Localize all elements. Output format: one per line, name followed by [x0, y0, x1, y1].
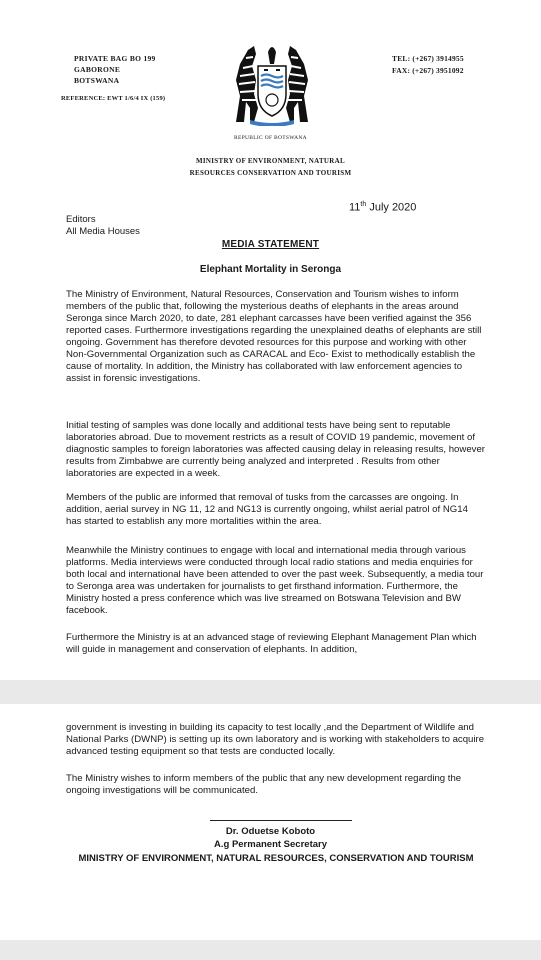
postal-address — [74, 53, 156, 86]
document-heading: MEDIA STATEMENT — [221, 239, 320, 250]
signatory-name: Dr. Oduetse Koboto — [225, 826, 316, 837]
body-paragraph: Meanwhile the Ministry continues to engage with local and international media through various platforms. Media interviews were conducted through local radio stations and media enquiries for both local and international have been attended to over the past week. Subsequently, a media tour to Seronga area was undertaken for journalists to get firsthand information. Furthermore, the Ministry hosted a press conference which was live streamed on Botswana Television and BW facebook. — [66, 545, 484, 616]
body-paragraph: The Ministry wishes to inform members of the public that any new development regarding the ongoing investigations will be communicated. — [66, 773, 462, 796]
date-suffix: th — [360, 201, 367, 208]
fax: FAX: (+267) 3951092 — [392, 66, 464, 75]
ministry-heading-line: MINISTRY OF ENVIRONMENT, NATURAL — [196, 157, 345, 165]
recipient: Editors — [66, 214, 96, 225]
signature-line — [210, 820, 352, 821]
reference-number: REFERENCE: EWT 1/6/4 IX (159) — [61, 95, 166, 102]
coat-of-arms-icon — [228, 36, 316, 126]
body-paragraph: The Ministry of Environment, Natural Resources, Conservation and Tourism wishes to inform members of the public that, following the mysterious deaths of elephants in the areas around Seronga since March 2020, to date, 281 elephant carcasses have been verified against the 356 reported cases. Furthermore investigations regarding the unexplained deaths of elephants are still ongoing. Government has therefore devoted resources for this purpose and working with other Non-Governmental Organization such as CARACAL and Eco- Exist to methodically establish the cause of mortality. In addition, the Ministry has collaborated with law enforcement agencies to assist in forensic investigations. — [66, 289, 482, 384]
ministry-heading — [0, 155, 541, 179]
date-day: 11 — [349, 201, 361, 214]
republic-label: REPUBLIC OF BOTSWANA — [234, 135, 307, 141]
address-line: GABORONE — [74, 65, 121, 74]
signatory-title: A.g Permanent Secretary — [214, 839, 327, 850]
address-line: PRIVATE BAG BO 199 — [74, 54, 156, 63]
body-paragraph: Initial testing of samples was done locally and additional tests have being sent to reputable laboratories abroad. Due to movement restricts as a result of COVID 19 pandemic, movement of diagnostic samples to foreign laboratories was affected causing delay in releasing results, however results from Zimbabwe are currently being analyzed and interpreted . Results from other laboratories are expected in a week. — [66, 420, 485, 479]
ministry-heading-line: RESOURCES CONSERVATION AND TOURISM — [189, 169, 352, 177]
date-month-year: July 2020 — [366, 201, 417, 214]
telephone: TEL: (+267) 3914955 — [392, 54, 464, 63]
signatory-ministry: MINISTRY OF ENVIRONMENT, NATURAL RESOURCES, CONSERVATION AND TOURISM — [78, 853, 474, 864]
body-paragraph: Furthermore the Ministry is at an advanced stage of reviewing Elephant Management Plan which will guide in management and conservation of elephants. In addition, — [66, 632, 477, 655]
recipient: All Media Houses — [66, 226, 140, 237]
body-paragraph: Members of the public are informed that removal of tusks from the carcasses are ongoing. In addition, aerial survey in NG 11, 12 and NG13 is currently ongoing, whilst aerial patrol of NG14 has started to establish any more mortalities within the area. — [66, 492, 468, 527]
statement-date — [349, 201, 416, 214]
contact-info — [392, 53, 464, 77]
subject-line: Elephant Mortality in Seronga — [199, 264, 342, 275]
address-line: BOTSWANA — [74, 76, 120, 85]
recipients — [66, 214, 140, 238]
body-paragraph: government is investing in building its capacity to test locally ,and the Department of Wildlife and National Parks (DWNP) is setting up its own laboratory and is working with stakeholders to acquire advanced testing equipment so that tests are conducted locally. — [66, 722, 485, 757]
